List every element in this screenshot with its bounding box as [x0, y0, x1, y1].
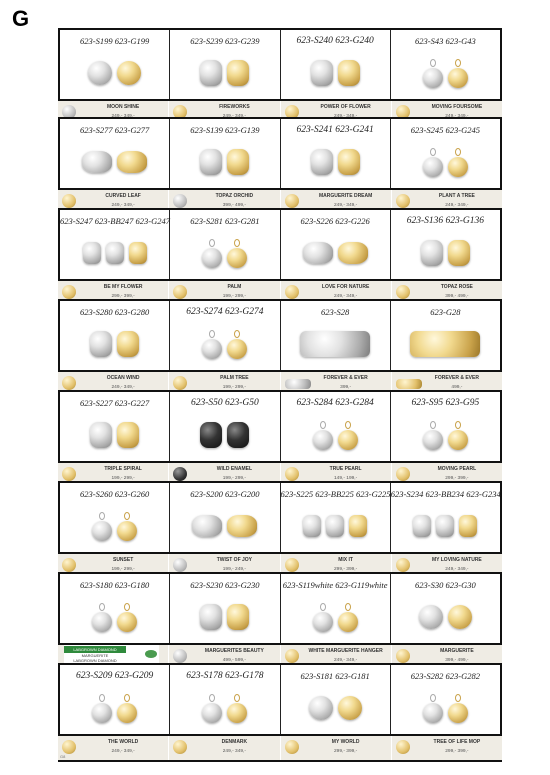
jewelry-image [227, 703, 247, 723]
product-codes: 623-S234 623-BB234 623-G234 [390, 489, 501, 499]
leaf-icon [145, 650, 157, 658]
product-images [281, 230, 390, 275]
product-thumbnail [173, 285, 187, 299]
product-cell[interactable] [391, 301, 500, 370]
product-price: 199,- 299,- [222, 385, 246, 390]
jewelry-image [117, 331, 139, 357]
jewelry-image [448, 430, 468, 450]
jewelry-image [338, 430, 358, 450]
catalog-section [58, 117, 502, 214]
catalog-section [58, 299, 502, 396]
product-codes: 623-S240 623-G240 [296, 36, 374, 46]
product-cell[interactable] [60, 392, 170, 461]
product-price: 399,- 499,- [445, 294, 469, 299]
jewelry-image [313, 430, 333, 450]
jewelry-image [311, 149, 333, 175]
product-codes: 623-S226 623-G226 [300, 216, 370, 226]
product-name: OCEAN WIND [106, 375, 140, 381]
product-name: POWER OF FLOWER [320, 104, 371, 110]
product-cell[interactable] [60, 30, 170, 99]
product-images [391, 503, 500, 548]
product-images [170, 50, 279, 95]
jewelry-image [90, 331, 112, 357]
product-row [58, 572, 502, 645]
jewelry-image [200, 604, 222, 630]
jewelry-image [419, 605, 443, 629]
product-thumbnail [396, 558, 410, 572]
product-thumbnail [62, 376, 76, 390]
product-name: MOVING FOURSOME [431, 104, 483, 110]
jewelry-image [338, 612, 358, 632]
product-name: DENMARK [221, 739, 248, 745]
product-name: PALM TREE [220, 375, 249, 381]
product-thumbnail [285, 285, 299, 299]
catalog-section [58, 208, 502, 305]
product-thumbnail [396, 285, 410, 299]
catalog-section [58, 481, 502, 578]
product-price: 199,- 299,- [222, 476, 246, 481]
jewelry-image [421, 240, 443, 266]
jewelry-image [92, 521, 112, 541]
product-name: CURVED LEAF [105, 193, 141, 199]
product-cell[interactable] [391, 210, 500, 279]
product-codes: 623-S247 623-BB247 623-G247 [60, 216, 171, 226]
product-price: 399,- 499,- [222, 203, 246, 208]
product-cell[interactable] [170, 483, 280, 552]
jewelry-image [227, 149, 249, 175]
jewelry-image [129, 242, 147, 264]
jewelry-image [227, 515, 257, 537]
product-name: THE WORLD [107, 739, 139, 745]
jewelry-image [303, 515, 321, 537]
product-name: TRUE PEARL [329, 466, 362, 472]
product-cell[interactable] [391, 392, 500, 461]
product-thumbnail [396, 740, 410, 754]
product-name: MIX IT [338, 557, 353, 563]
product-images [60, 412, 169, 457]
page-letter: G [12, 6, 30, 31]
product-codes: 623-S95 623-G95 [411, 398, 480, 408]
product-price: 299,- 399,- [445, 476, 469, 481]
product-codes: 623-S282 623-G282 [410, 671, 480, 681]
product-codes: 623-S239 623-G239 [190, 36, 260, 46]
jewelry-image [423, 703, 443, 723]
jewelry-image [83, 242, 101, 264]
product-images [391, 412, 500, 457]
product-images [60, 685, 169, 730]
product-name: TWIST OF JOY [216, 557, 253, 563]
product-price: 299,- 399,- [334, 567, 358, 572]
product-codes: 623-S28 [320, 307, 350, 317]
product-codes: 623-S180 623-G180 [80, 580, 150, 590]
product-thumbnail [173, 194, 187, 208]
product-images [391, 50, 500, 95]
jewelry-image [349, 515, 367, 537]
jewelry-image [448, 703, 468, 723]
product-images [281, 594, 390, 639]
product-codes: 623-S225 623-BB225 623-G225 [280, 489, 391, 499]
catalog-section [58, 390, 502, 487]
product-images [170, 685, 279, 730]
jewelry-image [117, 422, 139, 448]
product-price: 199,- 299,- [111, 476, 135, 481]
product-price: 499,- [451, 385, 463, 390]
product-cell[interactable] [281, 665, 391, 734]
product-price: 399,- 499,- [445, 658, 469, 663]
product-cell[interactable] [281, 30, 391, 99]
product-price: 249,- 349,- [445, 567, 469, 572]
product-images [281, 412, 390, 457]
jewelry-image [117, 61, 141, 85]
jewelry-image [202, 248, 222, 268]
product-images [391, 139, 500, 184]
product-codes: 623-S30 623-G30 [415, 580, 476, 590]
section-number: G8 [60, 754, 66, 759]
product-thumbnail [285, 740, 299, 754]
jewelry-image [448, 240, 470, 266]
product-images [391, 594, 500, 639]
product-images [170, 503, 279, 548]
product-cell[interactable] [170, 210, 280, 279]
product-name: BE MY FLOWER [103, 284, 143, 290]
product-images [281, 139, 390, 184]
product-name: FOREVER & EVER [323, 375, 368, 381]
jewelry-image [423, 157, 443, 177]
info-cell [281, 736, 392, 760]
product-cell[interactable] [391, 574, 500, 643]
product-thumbnail [173, 467, 187, 481]
jewelry-image [413, 515, 431, 537]
product-thumbnail [396, 649, 410, 663]
jewelry-image [92, 703, 112, 723]
product-cell[interactable] [281, 392, 391, 461]
jewelry-image [90, 422, 112, 448]
product-name: PALM [227, 284, 242, 290]
product-name: MOON SHINE [107, 104, 140, 110]
jewelry-image [202, 703, 222, 723]
product-codes: 623-S119white 623-G119white [282, 580, 388, 590]
product-price: 299,- 399,- [334, 749, 358, 754]
product-thumbnail [62, 194, 76, 208]
product-images [170, 412, 279, 457]
product-row [58, 28, 502, 101]
jewelry-image [227, 248, 247, 268]
product-cell[interactable] [170, 574, 280, 643]
product-cell[interactable] [170, 119, 280, 188]
product-images [281, 321, 390, 366]
product-price: 249,- 349,- [111, 203, 135, 208]
product-cell[interactable] [60, 574, 170, 643]
jewelry-image [436, 515, 454, 537]
product-images [60, 503, 169, 548]
jewelry-image [326, 515, 344, 537]
product-thumbnail [285, 558, 299, 572]
jewelry-image [448, 157, 468, 177]
jewelry-image [303, 242, 333, 264]
jewelry-image [448, 605, 472, 629]
product-name: MOVING PEARL [437, 466, 477, 472]
product-codes: 623-S241 623-G241 [296, 125, 374, 135]
product-price: 199,- 299,- [222, 294, 246, 299]
jewelry-image [410, 331, 480, 357]
product-thumbnail [62, 558, 76, 572]
jewelry-image [300, 331, 370, 357]
product-name: TREE OF LIFE MOP [433, 739, 481, 745]
jewelry-image [227, 60, 249, 86]
product-codes: 623-S284 623-G284 [296, 398, 374, 408]
product-codes: 623-S227 623-G227 [80, 398, 150, 408]
product-name: WHITE MARGUERITE HANGER [308, 648, 383, 654]
product-cell[interactable] [391, 665, 500, 734]
product-images [60, 50, 169, 95]
product-name: WILD ENAMEL [216, 466, 253, 472]
product-name: TOPAZ ORCHID [215, 193, 254, 199]
jewelry-image [227, 422, 249, 448]
product-name: MARGUERITES BEAUTY [204, 648, 264, 654]
jewelry-image [200, 422, 222, 448]
product-cell[interactable] [281, 210, 391, 279]
jewelry-image [311, 60, 333, 86]
product-images [281, 503, 390, 548]
product-thumbnail [62, 285, 76, 299]
product-price: 249,- 349,- [445, 203, 469, 208]
info-cell [169, 736, 280, 760]
product-codes: 623-S274 623-G274 [186, 307, 264, 317]
product-thumbnail [62, 467, 76, 481]
jewelry-image [202, 339, 222, 359]
product-cell[interactable] [281, 301, 391, 370]
product-thumbnail [285, 467, 299, 481]
product-codes: 623-S280 623-G280 [80, 307, 150, 317]
product-name: FOREVER & EVER [434, 375, 479, 381]
cert-text: MARGUERITE LABGROWN DIAMOND [73, 653, 117, 663]
product-thumbnail [173, 740, 187, 754]
product-name: LOVE FOR NATURE [321, 284, 370, 290]
product-row [58, 117, 502, 190]
product-codes: 623-S281 623-G281 [190, 216, 260, 226]
jewelry-image [448, 68, 468, 88]
product-price: 249,- 349,- [111, 385, 135, 390]
product-row [58, 299, 502, 372]
product-thumbnail [396, 194, 410, 208]
jewelry-image [459, 515, 477, 537]
product-cell[interactable] [281, 483, 391, 552]
info-row [58, 736, 502, 760]
product-price: 199,- 249,- [222, 567, 246, 572]
product-price: 199,- 299,- [111, 567, 135, 572]
jewelry-image [423, 68, 443, 88]
jewelry-image [82, 151, 112, 173]
product-images [60, 230, 169, 275]
jewelry-image [88, 61, 112, 85]
jewelry-image [338, 242, 368, 264]
catalog-section [58, 28, 502, 125]
jewelry-image [338, 696, 362, 720]
product-images [170, 321, 279, 366]
product-codes: 623-S199 623-G199 [80, 36, 150, 46]
product-thumbnail [173, 376, 187, 390]
product-images [60, 321, 169, 366]
product-thumbnail [62, 740, 76, 754]
product-codes: 623-S181 623-G181 [300, 671, 370, 681]
jewelry-image [338, 149, 360, 175]
product-cell[interactable] [60, 483, 170, 552]
product-codes: 623-S200 623-G200 [190, 489, 260, 499]
product-images [60, 594, 169, 639]
product-cell[interactable] [281, 574, 391, 643]
product-row [58, 390, 502, 463]
product-thumbnail [285, 194, 299, 208]
jewelry-image [227, 604, 249, 630]
product-codes: 623-S209 623-G209 [75, 671, 154, 681]
product-cell[interactable] [170, 30, 280, 99]
product-images [60, 139, 169, 184]
product-cell[interactable] [281, 119, 391, 188]
info-cell [58, 736, 169, 760]
jewelry-image [338, 60, 360, 86]
product-name: MY WORLD [331, 739, 360, 745]
product-codes: 623-S139 623-G139 [190, 125, 260, 135]
product-cell[interactable] [391, 119, 500, 188]
product-price: 149,- 199,- [334, 476, 358, 481]
product-cell[interactable] [60, 210, 170, 279]
jewelry-image [192, 515, 222, 537]
jewelry-image [117, 521, 137, 541]
product-name: MARGUERITE [440, 648, 474, 654]
product-thumbnail [173, 649, 187, 663]
jewelry-image [227, 339, 247, 359]
product-images [281, 685, 390, 730]
product-codes: 623-S50 623-G50 [190, 398, 259, 408]
product-images [170, 230, 279, 275]
product-codes: 623-S178 623-G178 [186, 671, 264, 681]
product-name: TOPAZ ROSE [440, 284, 473, 290]
jewelry-image [309, 696, 333, 720]
product-cell[interactable] [170, 301, 280, 370]
product-cell[interactable] [60, 301, 170, 370]
product-images [391, 321, 500, 366]
product-codes: 623-S43 623-G43 [415, 36, 476, 46]
product-price: 249,- 349,- [334, 658, 358, 663]
product-name: MY LOVING NATURE [431, 557, 482, 563]
catalog-section [58, 663, 502, 760]
product-codes: 623-S245 623-G245 [410, 125, 480, 135]
product-codes: 623-S230 623-G230 [190, 580, 260, 590]
product-codes: 623-S277 623-G277 [80, 125, 150, 135]
jewelry-image [200, 149, 222, 175]
jewelry-image [117, 703, 137, 723]
catalog-section [58, 572, 502, 669]
product-price: 249,- 349,- [222, 749, 246, 754]
product-codes: 623-S136 623-G136 [406, 216, 485, 226]
info-cell [392, 736, 502, 760]
jewelry-image [92, 612, 112, 632]
product-cell[interactable] [391, 483, 500, 552]
product-name: SUNSET [112, 557, 134, 563]
product-thumbnail [396, 467, 410, 481]
product-cell[interactable] [170, 665, 280, 734]
product-row [58, 663, 502, 736]
product-name: PLANT A TREE [438, 193, 475, 199]
product-cell[interactable] [170, 392, 280, 461]
product-price: 399,- [340, 385, 352, 390]
product-codes: 623-S260 623-G260 [80, 489, 150, 499]
product-images [391, 230, 500, 275]
product-price: 299,- 399,- [445, 749, 469, 754]
jewelry-image [117, 612, 137, 632]
product-images [170, 594, 279, 639]
jewelry-image [423, 430, 443, 450]
product-codes: 623-G28 [430, 307, 461, 317]
product-images [170, 139, 279, 184]
product-name: TRIPLE SPIRAL [104, 466, 142, 472]
product-cell[interactable] [391, 30, 500, 99]
product-price: 249,- 349,- [334, 294, 358, 299]
product-cell[interactable] [60, 665, 170, 734]
product-price: 499,- 599,- [222, 658, 246, 663]
product-thumbnail [173, 558, 187, 572]
product-row [58, 481, 502, 554]
jewelry-image [117, 151, 147, 173]
product-row [58, 208, 502, 281]
product-name: MARGUERITE DREAM [318, 193, 373, 199]
cert-title: LABGROWN DIAMOND [64, 646, 126, 653]
product-thumbnail [285, 649, 299, 663]
product-price: 299,- 399,- [111, 294, 135, 299]
product-price: 249,- 349,- [334, 203, 358, 208]
jewelry-image [313, 612, 333, 632]
product-images [391, 685, 500, 730]
product-images [281, 50, 390, 95]
product-cell[interactable] [60, 119, 170, 188]
product-price: 249,- 349,- [111, 749, 135, 754]
product-name: FIREWORKS [219, 104, 250, 110]
jewelry-image [200, 60, 222, 86]
jewelry-image [106, 242, 124, 264]
